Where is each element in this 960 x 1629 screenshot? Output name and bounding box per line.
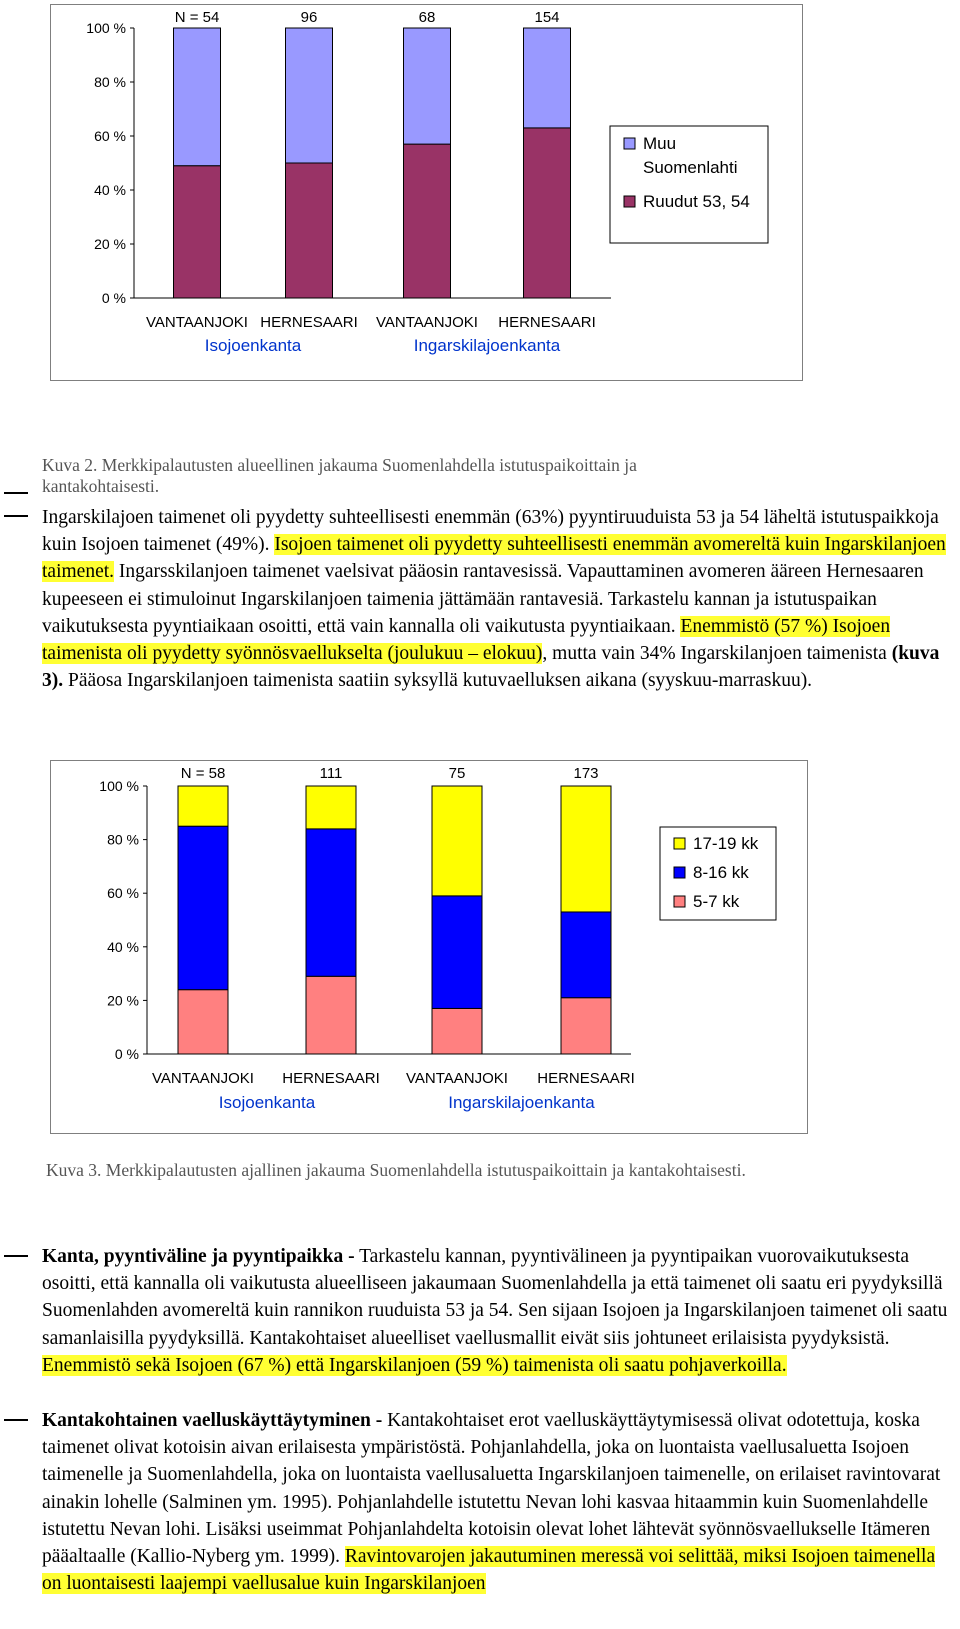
chart2-bar-5-7-kk (178, 990, 228, 1054)
paragraph-2 (42, 1243, 954, 1379)
chart1-y-tick-label: 80 % (94, 74, 126, 90)
chart2-y-tick-label: 80 % (107, 831, 139, 848)
paragraph-1-text-3: , mutta vain 34% Ingarskilanjoen taimenista (542, 643, 892, 665)
chart1-bar-muu-suomenlahti (174, 28, 221, 166)
figure-caption-kuva-2 (42, 455, 637, 497)
chart2-y-tick-label: 20 % (107, 992, 139, 1009)
chart2-y-tick-label: 60 % (107, 885, 139, 902)
chart2-n-label: N = 58 (180, 765, 226, 782)
chart-kuva-2 (50, 4, 803, 381)
chart1-bar-ruudut-53-54 (524, 128, 571, 298)
chart2-legend-label: 5-7 kk (693, 892, 740, 911)
chart1-bar-muu-suomenlahti (404, 28, 451, 144)
chart1-legend-swatch (624, 196, 635, 207)
paragraph-3-heading: Kantakohtainen vaelluskäyttäytyminen - (42, 1410, 383, 1431)
figure-caption-kuva-2-line-2: kantakohtaisesti. (42, 476, 160, 496)
chart2-n-label: 173 (573, 765, 599, 782)
chart1-n-label: N = 54 (174, 9, 220, 26)
chart2-legend-swatch (674, 838, 685, 849)
chart2-bar-8-16-kk (306, 829, 356, 976)
chart1-n-label: 68 (418, 9, 436, 26)
chart1-bar-muu-suomenlahti (524, 28, 571, 128)
chart1-legend-label: Muu (643, 134, 677, 153)
chart2-bar-5-7-kk (306, 976, 356, 1054)
chart1-legend-swatch (624, 138, 635, 149)
chart2-bar-17-19-kk (432, 786, 482, 896)
chart1-y-tick-label: 60 % (94, 128, 126, 144)
chart1-n-label: 154 (534, 9, 560, 26)
chart1-group-label: Isojoenkanta (204, 336, 302, 355)
chart1-legend-label: Ruudut 53, 54 (643, 192, 750, 211)
chart2-legend-swatch (674, 896, 685, 907)
figure-caption-kuva-3-text: Kuva 3. Merkkipalautusten ajallinen jakauma Suomenlahdella istutuspaikoittain ja kantakohtaisesti. (46, 1160, 746, 1180)
paragraph-2-text-1: Tarkastelu kannan, pyyntivälineen ja pyyntipaikan vuorovaikutuksesta osoitti, että kannalla oli vaikutusta alueelliseen jakaumaan Suomenlahdella ja että taimenet oli saatu eri pyydyksillä Suomenlahden avomereltä kuin rannikon ruuduista 53 ja 54. Sen sijaan Isojoen ja Ingarskilanjoen taimenet oli saatu samanlaisilla pyydyksillä. Kantakohtaiset alueelliset vaellusmallit eivät siis johtuneet erilaisista pyydyksistä. (42, 1246, 948, 1349)
chart2-bar-8-16-kk (432, 896, 482, 1009)
paragraph-3 (42, 1407, 954, 1597)
chart2-category-label: VANTAANJOKI (152, 1070, 254, 1087)
chart2-bar-17-19-kk (561, 786, 611, 912)
chart2-bar-5-7-kk (561, 998, 611, 1054)
chart-kuva-2-svg (51, 5, 802, 380)
chart2-legend-label: 8-16 kk (693, 863, 749, 882)
chart2-group-label: Ingarskilajoenkanta (448, 1093, 595, 1112)
chart1-y-tick-label: 20 % (94, 236, 126, 252)
bullet-dash (4, 1255, 28, 1257)
chart2-y-tick-label: 0 % (114, 1046, 139, 1062)
chart1-bar-ruudut-53-54 (404, 144, 451, 298)
chart2-n-label: 111 (319, 765, 343, 782)
chart1-y-tick-label: 40 % (94, 182, 126, 198)
chart1-category-label: VANTAANJOKI (146, 314, 248, 331)
chart1-bar-ruudut-53-54 (174, 166, 221, 298)
chart1-category-label: HERNESAARI (498, 314, 596, 331)
chart2-y-tick-label: 100 % (99, 778, 139, 794)
chart2-category-label: VANTAANJOKI (406, 1070, 508, 1087)
chart2-bar-17-19-kk (178, 786, 228, 826)
chart2-y-tick-label: 40 % (107, 938, 139, 955)
figure-caption-kuva-3 (46, 1160, 746, 1181)
chart1-group-label: Ingarskilajoenkanta (413, 336, 561, 355)
paragraph-3-highlight-1: Ravintovarojen jakautuminen meressä voi selittää, miksi Isojoen taimenella on luontaisesti laajempi vaellusalue kuin Ingarskilanjoen (42, 1546, 936, 1595)
chart2-bar-8-16-kk (561, 912, 611, 998)
chart1-category-label: VANTAANJOKI (376, 314, 478, 331)
chart2-legend-swatch (674, 867, 685, 878)
chart2-bar-17-19-kk (306, 786, 356, 829)
paragraph-2-highlight-1: Enemmistö sekä Isojoen (67 %) että Ingarskilanjoen (59 %) taimenista oli saatu pohjaverkoilla. (42, 1354, 787, 1376)
bullet-dash (4, 515, 28, 517)
paragraph-1-text-2: Ingarsskilanjoen taimenet vaelsivat pääosin rantavesissä. Vapauttaminen avomeren ääreen Hernesaaren kupeeseen ei stimuloinut Ingarskilanjoen taimenia jättämään rantavesiä. Tarkastelu kannan ja istutuspaikan vaikutuksesta pyyntiaikaan osoitti, että vain kannalla oli vaikutusta pyyntiaikaan. (42, 561, 924, 637)
chart1-legend-label: Suomenlahti (643, 158, 738, 177)
chart2-category-label: HERNESAARI (537, 1070, 635, 1087)
bullet-dash (4, 1419, 28, 1421)
paragraph-3-text-1: Kantakohtaiset erot vaelluskäyttäytymisessä olivat odotettuja, koska taimenet olivat kotoisin aivan erilaisesta ympäristöstä. Pohjanlahdella, joka on luontaista vaellusaluetta Isojoen taimenelle ja Suomenlahdella, joka on luontaista vaellusaluetta Ingarskilanjoen taimenelle, on erilaiset ravintovarat ainakin lohelle (Salminen ym. 1995). Pohjanlahdelle istutettu Nevan lohi kasvaa hitaammin kuin Suomenlahdelle istutettu Nevan lohi. Lisäksi useimmat Pohjanlahdelta kotoisin olevat lohet lähtevät syönnösvaellukselle Itämeren pääaltaalle (Kallio-Nyberg ym. 1999). (42, 1410, 941, 1568)
bullet-dash (4, 492, 28, 494)
chart1-y-tick-label: 100 % (86, 20, 126, 36)
paragraph-2-heading: Kanta, pyyntiväline ja pyyntipaikka - (42, 1246, 355, 1267)
paragraph-1-text-1: Ingarskilajoen taimenet oli pyydetty suhteellisesti enemmän (63%) pyyntiruuduista 53 ja 54 läheltä istutuspaikkoja kuin Isojoen taimenet (49%). (42, 507, 939, 556)
chart2-category-label: HERNESAARI (282, 1070, 380, 1087)
chart1-y-tick-label: 0 % (101, 290, 126, 306)
paragraph-1-highlight-1: Isojoen taimenet oli pyydetty suhteellisesti enemmän avomereltä kuin Ingarskilanjoen taimenet. (42, 534, 946, 583)
chart-kuva-3-svg (51, 761, 807, 1133)
paragraph-1-figure-ref: (kuva 3). (42, 643, 940, 692)
chart2-n-label: 75 (448, 765, 466, 782)
chart1-n-label: 96 (300, 9, 318, 26)
chart1-bar-muu-suomenlahti (286, 28, 333, 163)
chart2-legend-label: 17-19 kk (693, 834, 759, 853)
chart1-category-label: HERNESAARI (260, 314, 358, 331)
figure-caption-kuva-2-line-1: Kuva 2. Merkkipalautusten alueellinen jakauma Suomenlahdella istutuspaikoittain ja (42, 455, 637, 475)
chart2-group-label: Isojoenkanta (218, 1093, 316, 1112)
paragraph-1-text-4: Pääosa Ingarskilanjoen taimenista saatiin syksyllä kutuvaelluksen aikana (syyskuu-marraskuu). (63, 670, 813, 692)
chart1-bar-ruudut-53-54 (286, 163, 333, 298)
chart2-bar-8-16-kk (178, 826, 228, 989)
paragraph-1-highlight-2: Enemmistö (57 %) Isojoen taimenista oli pyydetty syönnösvaellukselta (joulukuu – elokuu) (42, 615, 891, 665)
chart2-bar-5-7-kk (432, 1008, 482, 1054)
chart-kuva-3 (50, 760, 808, 1134)
paragraph-1 (42, 504, 954, 694)
